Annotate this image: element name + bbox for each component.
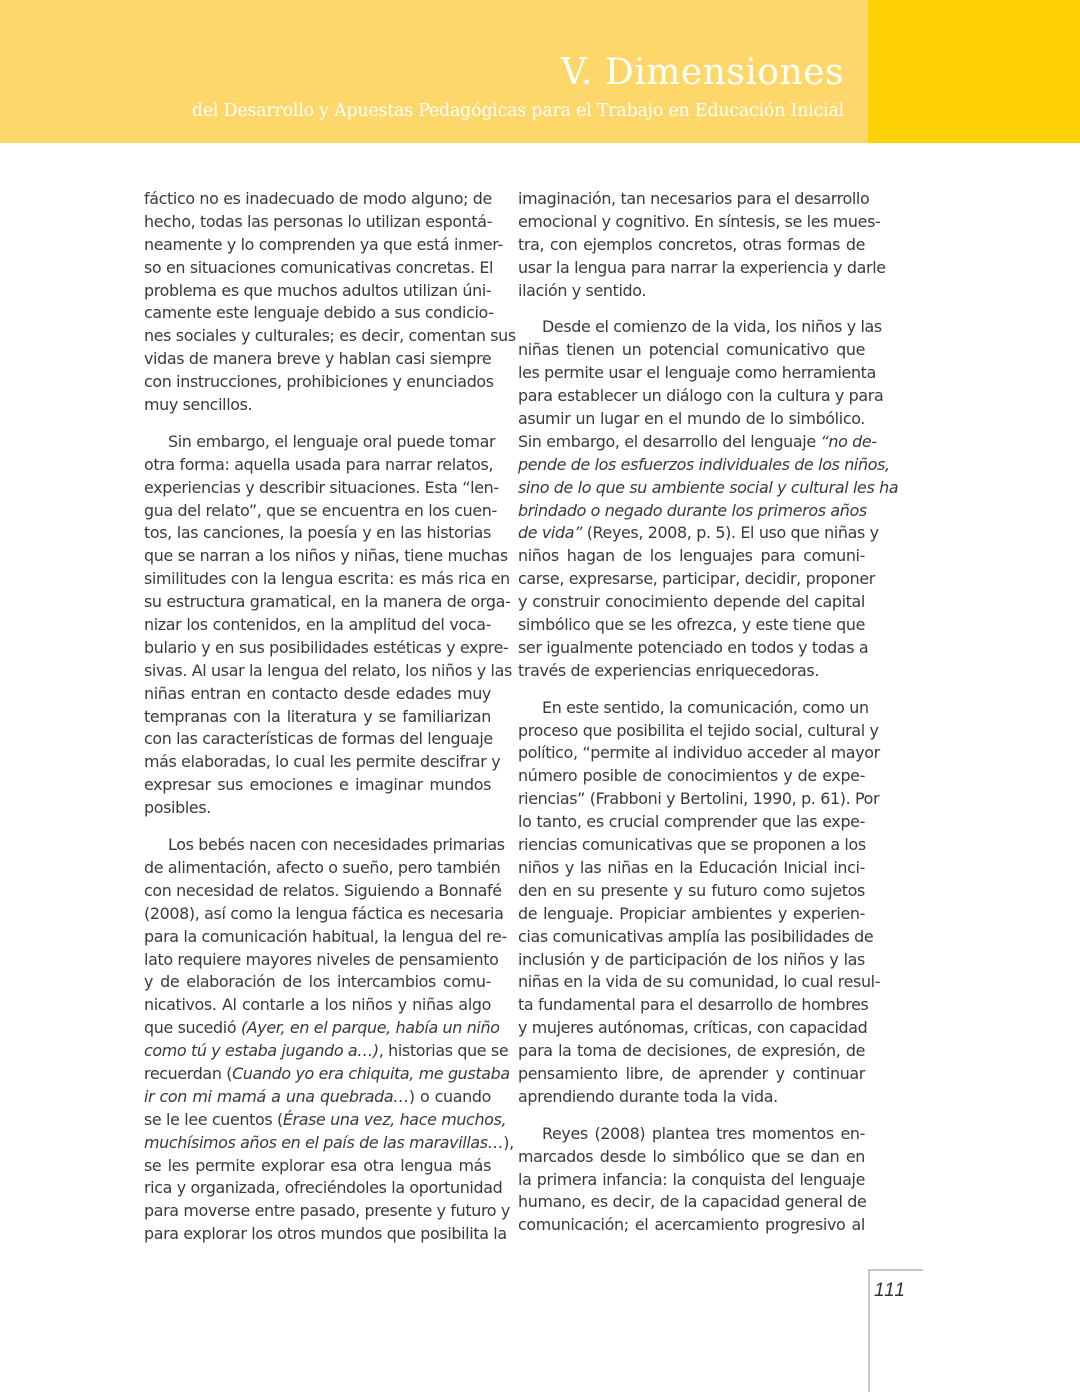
italic-example: ir con mi mamá a una quebrada… xyxy=(144,1086,409,1106)
citation: (Reyes, 2008, p. 5). El uso que niñas y xyxy=(582,523,879,543)
text-line: político, “permite al individuo acceder al mayor xyxy=(518,743,880,763)
chapter-title: V. Dimensiones xyxy=(560,52,844,93)
text-line: riencias” (Frabboni y Bertolini, 1990, p. 61). Por xyxy=(518,789,880,809)
text-line: Reyes (2008) plantea tres momentos en- xyxy=(542,1123,865,1143)
text-line: tempranas con la literatura y se familiarizan xyxy=(144,706,491,726)
text-line: su estructura gramatical, en la manera de orga- xyxy=(144,592,511,612)
paragraph xyxy=(144,834,514,1246)
italic-example: Érase una vez, hace muchos, xyxy=(282,1109,507,1129)
text-line: so en situaciones comunicativas concretas. El xyxy=(144,257,494,277)
text-line: hecho, todas las personas lo utilizan espontá- xyxy=(144,211,493,231)
italic-example: muchísimos años en el país de las maravillas… xyxy=(144,1132,504,1152)
text-line: marcados desde lo simbólico que se dan en xyxy=(518,1146,865,1166)
text-line: experiencias y describir situaciones. Esta “len- xyxy=(144,477,499,497)
text-line: que se narran a los niños y niñas, tiene muchas xyxy=(144,546,508,566)
header-accent-block xyxy=(868,0,1080,143)
text-line: (2008), así como la lengua fáctica es necesaria xyxy=(144,903,504,923)
text-line: para moverse entre pasado, presente y futuro y xyxy=(144,1201,510,1221)
text-line: ilación y sentido. xyxy=(518,280,647,300)
text-line: lato requiere mayores niveles de pensamiento xyxy=(144,949,499,969)
text-line: número posible de conocimientos y de expe- xyxy=(518,766,865,786)
text-line: lo tanto, es crucial comprender que las expe- xyxy=(518,812,865,832)
text-line: nes sociales y culturales; es decir, comentan sus xyxy=(144,326,516,346)
text-line xyxy=(144,1040,509,1063)
italic-example: (Ayer, en el parque, había un niño xyxy=(240,1018,500,1038)
text-line: usar la lengua para narrar la experiencia y darle xyxy=(518,257,886,277)
text-line: y de elaboración de los intercambios comu- xyxy=(144,972,491,992)
text-line: ta fundamental para el desarrollo de hombres xyxy=(518,995,869,1015)
text-line: inclusión y de participación de los niños y las xyxy=(518,949,865,969)
paragraph xyxy=(144,188,516,417)
text-line: den en su presente y su futuro como sujetos xyxy=(518,880,865,900)
text-line: niñas en la vida de su comunidad, lo cual resul- xyxy=(518,972,881,992)
text-line: fáctico no es inadecuado de modo alguno; de xyxy=(144,189,492,208)
text-line: muy sencillos. xyxy=(144,395,253,415)
text-line: expresar sus emociones e imaginar mundos xyxy=(144,775,491,795)
text-run: ), xyxy=(503,1132,514,1152)
text-line: otra forma: aquella usada para narrar relatos, xyxy=(144,454,494,474)
text-line: más elaboradas, lo cual les permite descifrar y xyxy=(144,752,501,772)
text-line: camente este lenguaje debido a sus condicio- xyxy=(144,303,494,323)
text-line: asumir un lugar en el mundo de lo simbólico. xyxy=(518,409,865,429)
text-line: través de experiencias enriquecedoras. xyxy=(518,660,820,680)
text-run: se le lee cuentos ( xyxy=(144,1109,283,1129)
left-column xyxy=(144,188,516,1260)
text-line: aprendiendo durante toda la vida. xyxy=(518,1086,778,1106)
text-line: posibles. xyxy=(144,798,211,818)
text-line: Desde el comienzo de la vida, los niños y las xyxy=(542,317,882,337)
text-line xyxy=(518,431,877,454)
italic-example: como tú y estaba jugando a…) xyxy=(144,1041,379,1061)
text-line xyxy=(144,1017,500,1040)
page-number: 111 xyxy=(874,1280,906,1301)
text-line: tos, las canciones, la poesía y en las historias xyxy=(144,523,491,543)
text-line: niñas entran en contacto desde edades muy xyxy=(144,683,491,703)
text-line xyxy=(144,1132,514,1155)
text-line xyxy=(144,1086,491,1109)
text-line: para explorar los otros mundos que posibilita la xyxy=(144,1224,507,1244)
italic-example: Cuando yo era chiquita, me gustaba xyxy=(232,1063,510,1083)
text-line: riencias comunicativas que se proponen a los xyxy=(518,835,866,855)
paragraph xyxy=(518,316,899,682)
text-run: ) o cuando xyxy=(408,1086,491,1106)
text-line: niñas tienen un potencial comunicativo que xyxy=(518,340,865,360)
text-line: nicativos. Al contarle a los niños y niñas algo xyxy=(144,995,491,1015)
text-line: proceso que posibilita el tejido social, cultural y xyxy=(518,720,879,740)
text-line: con necesidad de relatos. Siguiendo a Bonnafé xyxy=(144,880,502,900)
italic-quote: brindado o negado durante los primeros años xyxy=(518,500,867,520)
text-line: se les permite explorar esa otra lengua más xyxy=(144,1155,491,1175)
text-line: la primera infancia: la conquista del lenguaje xyxy=(518,1169,865,1189)
text-line: sivas. Al usar la lengua del relato, los niños y las xyxy=(144,660,512,680)
paragraph xyxy=(144,431,512,820)
text-run: que sucedió xyxy=(144,1018,241,1038)
text-line: cias comunicativas amplía las posibilidades de xyxy=(518,926,874,946)
text-line: ser igualmente potenciado en todos y todas a xyxy=(518,637,869,657)
paragraph xyxy=(518,188,886,302)
text-run: Sin embargo, el desarrollo del lenguaje xyxy=(518,431,821,451)
text-line: En este sentido, la comunicación, como un xyxy=(542,697,869,717)
text-line: bulario y en sus posibilidades estéticas y expre- xyxy=(144,637,509,657)
italic-quote: pende de los esfuerzos individuales de los niños, xyxy=(518,454,890,474)
text-line: tra, con ejemplos concretos, otras formas de xyxy=(518,234,865,254)
text-line: similitudes con la lengua escrita: es más rica en xyxy=(144,569,510,589)
italic-quote: “no de- xyxy=(820,431,877,451)
text-line: vidas de manera breve y hablan casi siempre xyxy=(144,349,492,369)
text-line: para la toma de decisiones, de expresión, de xyxy=(518,1041,865,1061)
text-line: comunicación; el acercamiento progresivo al xyxy=(518,1215,865,1235)
text-line xyxy=(144,1109,507,1132)
chapter-subtitle: del Desarrollo y Apuestas Pedagógicas para el Trabajo en Educación Inicial xyxy=(191,101,844,121)
text-line: problema es que muchos adultos utilizan úni- xyxy=(144,280,492,300)
paragraph xyxy=(518,697,881,1109)
paragraph xyxy=(518,1123,865,1237)
text-line: y mujeres autónomas, críticas, con capacidad xyxy=(518,1018,868,1038)
text-line: para la comunicación habitual, la lengua del re- xyxy=(144,926,507,946)
italic-quote: de vida” xyxy=(518,523,582,543)
text-line: gua del relato”, que se encuentra en los cuen- xyxy=(144,500,497,520)
text-line: Los bebés nacen con necesidades primarias xyxy=(168,835,505,855)
text-line: nizar los contenidos, en la amplitud del voca- xyxy=(144,615,491,635)
text-line: de alimentación, afecto o sueño, pero también xyxy=(144,857,501,877)
text-line: para establecer un diálogo con la cultura y para xyxy=(518,386,884,406)
text-line: neamente y lo comprenden ya que está inmer- xyxy=(144,234,503,254)
text-line xyxy=(144,1063,510,1086)
text-line: con instrucciones, prohibiciones y enunciados xyxy=(144,372,494,392)
text-line: Sin embargo, el lenguaje oral puede tomar xyxy=(168,431,496,451)
text-run: recuerdan ( xyxy=(144,1063,233,1083)
text-run: , historias que se xyxy=(378,1041,509,1061)
text-line: imaginación, tan necesarios para el desarrollo xyxy=(518,189,870,208)
text-line: emocional y cognitivo. En síntesis, se les mues- xyxy=(518,211,881,231)
text-line: pensamiento libre, de aprender y continuar xyxy=(518,1063,865,1083)
text-line: de lenguaje. Propiciar ambientes y experien- xyxy=(518,903,865,923)
text-line xyxy=(518,522,879,545)
text-line: les permite usar el lenguaje como herramienta xyxy=(518,363,876,383)
text-line: simbólico que se les ofrezca, y este tiene que xyxy=(518,615,865,635)
text-line: rica y organizada, ofreciéndoles la oportunidad xyxy=(144,1178,503,1198)
text-line: humano, es decir, de la capacidad general de xyxy=(518,1192,867,1212)
text-line: carse, expresarse, participar, decidir, proponer xyxy=(518,569,875,589)
text-line: con las características de formas del lenguaje xyxy=(144,729,493,749)
text-line: y construir conocimiento depende del capital xyxy=(518,592,865,612)
right-column xyxy=(518,188,899,1251)
italic-quote: sino de lo que su ambiente social y cultural les ha xyxy=(518,477,899,497)
text-line: niños y las niñas en la Educación Inicial inci- xyxy=(518,857,865,877)
text-line: niños hagan de los lenguajes para comuni- xyxy=(518,546,865,566)
